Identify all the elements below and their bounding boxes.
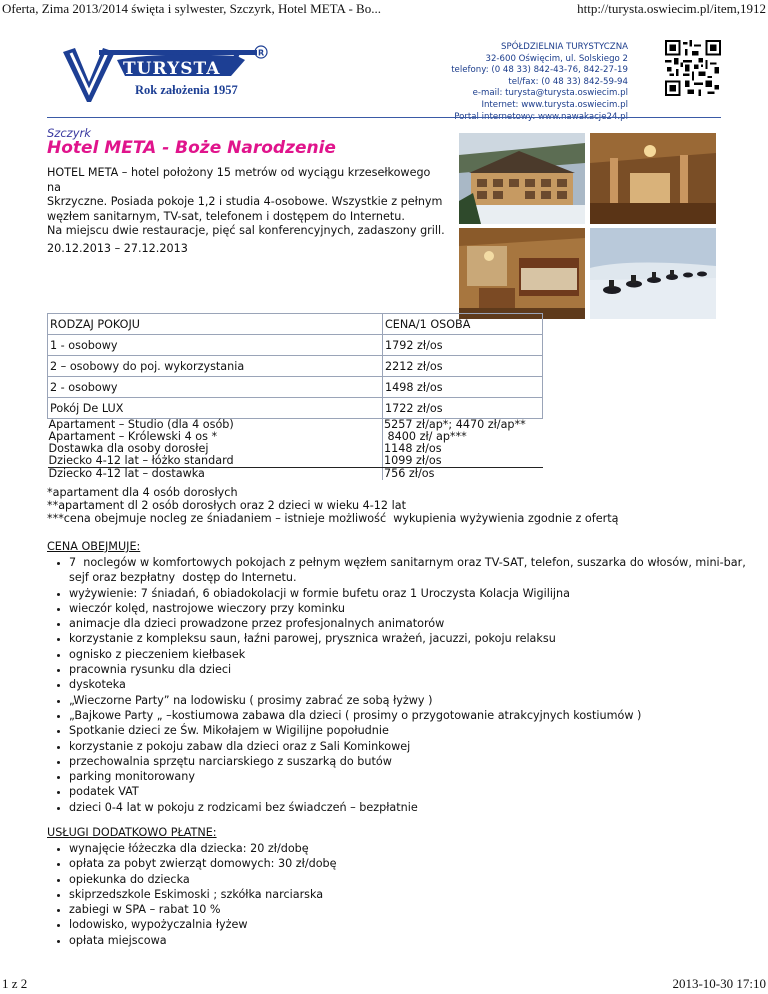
price-note: *apartament dla 4 osób dorosłych bbox=[47, 486, 238, 499]
table-row bbox=[48, 398, 543, 419]
room-type-cell: Dostawka dla osoby dorosłej bbox=[48, 442, 209, 455]
room-type-cell: Dziecko 4-12 lat – dostawka bbox=[48, 467, 205, 480]
page-counter: 1 z 2 bbox=[2, 976, 28, 991]
print-footer bbox=[0, 974, 768, 994]
list-item: • opłata za pobyt zwierząt domowych: 30 zł/dobę bbox=[69, 856, 749, 871]
snowmobile-photo bbox=[590, 228, 716, 319]
description-line: węzłem sanitarnym, TV-sat, telefonem i dostępem do Internetu. bbox=[47, 209, 405, 223]
description-line: HOTEL META – hotel położony 15 metrów od wyciągu krzesełkowego na bbox=[47, 166, 431, 194]
list-item: • wynajęcie łóżeczka dla dziecka: 20 zł/dobę bbox=[69, 841, 749, 856]
offer-location: Szczyrk bbox=[47, 126, 91, 140]
list-item: • pracownia rysunku dla dzieci bbox=[69, 662, 749, 677]
contact-line: tel/fax: (0 48 33) 842-59-94 bbox=[508, 76, 628, 87]
table-row bbox=[48, 377, 543, 398]
price-cell: 8400 zł/ ap*** bbox=[383, 431, 543, 443]
extras-heading: USŁUGI DODATKOWO PŁATNE: bbox=[47, 826, 217, 839]
list-item: • podatek VAT bbox=[69, 784, 749, 799]
list-item: • parking monitorowany bbox=[69, 769, 749, 784]
hotel-lobby-photo bbox=[590, 133, 716, 224]
room-type-cell: 1 - osobowy bbox=[48, 335, 383, 356]
print-page-url[interactable]: http://turysta.oswiecim.pl/item,1912 bbox=[577, 1, 766, 16]
list-item: • wyżywienie: 7 śniadań, 6 obiadokolacji w formie bufetu oraz 1 Uroczysta Kolacja Wigilijna bbox=[69, 586, 749, 601]
contact-line: SPÓŁDZIELNIA TURYSTYCZNA bbox=[501, 42, 628, 52]
table-row bbox=[48, 468, 543, 481]
room-type-cell: Apartament – Studio (dla 4 osób) bbox=[48, 418, 234, 431]
table-row bbox=[48, 455, 543, 468]
hotel-room-photo bbox=[459, 228, 585, 319]
list-item: • wieczór kolęd, nastrojowe wieczory przy kominku bbox=[69, 601, 749, 616]
list-item: • „Wieczorne Party” na lodowisku ( prosimy zabrać ze sobą łyżwy ) bbox=[69, 693, 749, 708]
contact-block bbox=[420, 42, 628, 123]
list-item: • ognisko z pieczeniem kiełbasek bbox=[69, 647, 749, 662]
offer-title: Hotel META - Boże Narodzenie bbox=[47, 138, 336, 158]
table-header-row bbox=[48, 314, 543, 335]
price-cell: 1148 zł/os bbox=[383, 443, 543, 455]
list-item: • dyskoteka bbox=[69, 677, 749, 692]
print-header bbox=[0, 0, 768, 18]
table-header-cell: RODZAJ POKOJU bbox=[48, 314, 383, 335]
contact-email[interactable]: e-mail: turysta@turysta.oswiecim.pl bbox=[472, 88, 628, 99]
table-header-cell: CENA/1 OSOBA bbox=[383, 314, 543, 335]
list-item: • dzieci 0-4 lat w pokoju z rodzicami bez świadczeń – bezpłatnie bbox=[69, 800, 749, 815]
logo-brand-text: TURYSTA bbox=[123, 59, 221, 79]
list-item: • 7 noclegów w komfortowych pokojach z pełnym węzłem sanitarnym oraz TV-SAT, telefon, suszarka do włosów, mini-bar, sejf oraz bezpłatny dostęp do Internetu. bbox=[69, 555, 749, 586]
contact-website[interactable]: Internet: www.turysta.oswiecim.pl bbox=[481, 99, 628, 110]
price-table bbox=[47, 313, 543, 480]
price-cell: 2212 zł/os bbox=[383, 356, 543, 377]
list-item: • przechowalnia sprzętu narciarskiego z suszarką do butów bbox=[69, 754, 749, 769]
print-timestamp: 2013-10-30 17:10 bbox=[672, 976, 766, 991]
list-item: • opłata miejscowa bbox=[69, 933, 749, 948]
list-item: • korzystanie z kompleksu saun, łaźni parowej, prysznica wrażeń, jacuzzi, pokoju relaksu bbox=[69, 631, 749, 646]
room-type-cell: 2 - osobowy bbox=[48, 377, 383, 398]
description-line: Na miejscu dwie restauracje, pięć sal konferencyjnych, zadaszony grill. bbox=[47, 224, 445, 238]
price-cell: 1792 zł/os bbox=[383, 335, 543, 356]
turysta-logo bbox=[55, 42, 275, 108]
price-note: **apartament dl 2 osób dorosłych oraz 2 dzieci w wieku 4-12 lat bbox=[47, 499, 406, 512]
price-cell: 5257 zł/ap*; 4470 zł/ap** bbox=[383, 419, 543, 432]
qr-code bbox=[665, 40, 721, 96]
room-type-cell: 2 – osobowy do poj. wykorzystania bbox=[48, 356, 383, 377]
offer-dates: 20.12.2013 – 27.12.2013 bbox=[47, 242, 188, 255]
logo-tagline: Rok założenia 1957 bbox=[135, 83, 238, 97]
includes-heading: CENA OBEJMUJE: bbox=[47, 540, 141, 553]
offer-description bbox=[47, 166, 447, 239]
includes-list bbox=[47, 555, 749, 815]
list-item: • animacje dla dzieci prowadzone przez profesjonalnych animatorów bbox=[69, 616, 749, 631]
list-item: • „Bajkowe Party „ –kostiumowa zabawa dla dzieci ( prosimy o przygotowanie atrakcyjnych kostiumów ) bbox=[69, 708, 749, 723]
room-type-cell: Dziecko 4-12 lat – łóżko standard bbox=[48, 455, 383, 468]
list-item: • korzystanie z pokoju zabaw dla dzieci oraz z Sali Kominkowej bbox=[69, 739, 749, 754]
price-cell: 1498 zł/os bbox=[383, 377, 543, 398]
table-row bbox=[48, 356, 543, 377]
table-row bbox=[48, 335, 543, 356]
logo-registered-mark: R bbox=[258, 48, 265, 58]
price-cell: 756 zł/os bbox=[383, 468, 543, 481]
list-item: • zabiegi w SPA – rabat 10 % bbox=[69, 902, 749, 917]
price-notes bbox=[47, 486, 618, 525]
room-type-cell: Pokój De LUX bbox=[48, 398, 383, 419]
contact-line: 32-600 Oświęcim, ul. Solskiego 2 bbox=[485, 53, 628, 64]
print-page-title: Oferta, Zima 2013/2014 święta i sylwester, Szczyrk, Hotel META - Bo... bbox=[2, 1, 381, 16]
list-item: • lodowisko, wypożyczalnia łyżew bbox=[69, 917, 749, 932]
list-item: • skiprzedszkole Eskimoski ; szkółka narciarska bbox=[69, 887, 749, 902]
header-divider bbox=[47, 117, 721, 118]
price-cell: 1099 zł/os bbox=[383, 455, 543, 468]
room-type-cell: Apartament – Królewski 4 os * bbox=[48, 430, 218, 443]
description-line: Skrzyczne. Posiada pokoje 1,2 i studia 4-osobowe. Wszystkie z pełnym bbox=[47, 195, 443, 209]
price-cell: 1722 zł/os bbox=[383, 398, 543, 419]
extras-list bbox=[47, 841, 749, 948]
contact-line: telefony: (0 48 33) 842-43-76, 842-27-19 bbox=[451, 65, 628, 76]
list-item: • opiekunka do dziecka bbox=[69, 872, 749, 887]
hotel-exterior-photo bbox=[459, 133, 585, 224]
price-note: ***cena obejmuje nocleg ze śniadaniem – istnieje możliwość wykupienia wyżywienia zgodnie z ofertą bbox=[47, 512, 619, 525]
list-item: • Spotkanie dzieci ze Św. Mikołajem w Wigilijne popołudnie bbox=[69, 723, 749, 738]
